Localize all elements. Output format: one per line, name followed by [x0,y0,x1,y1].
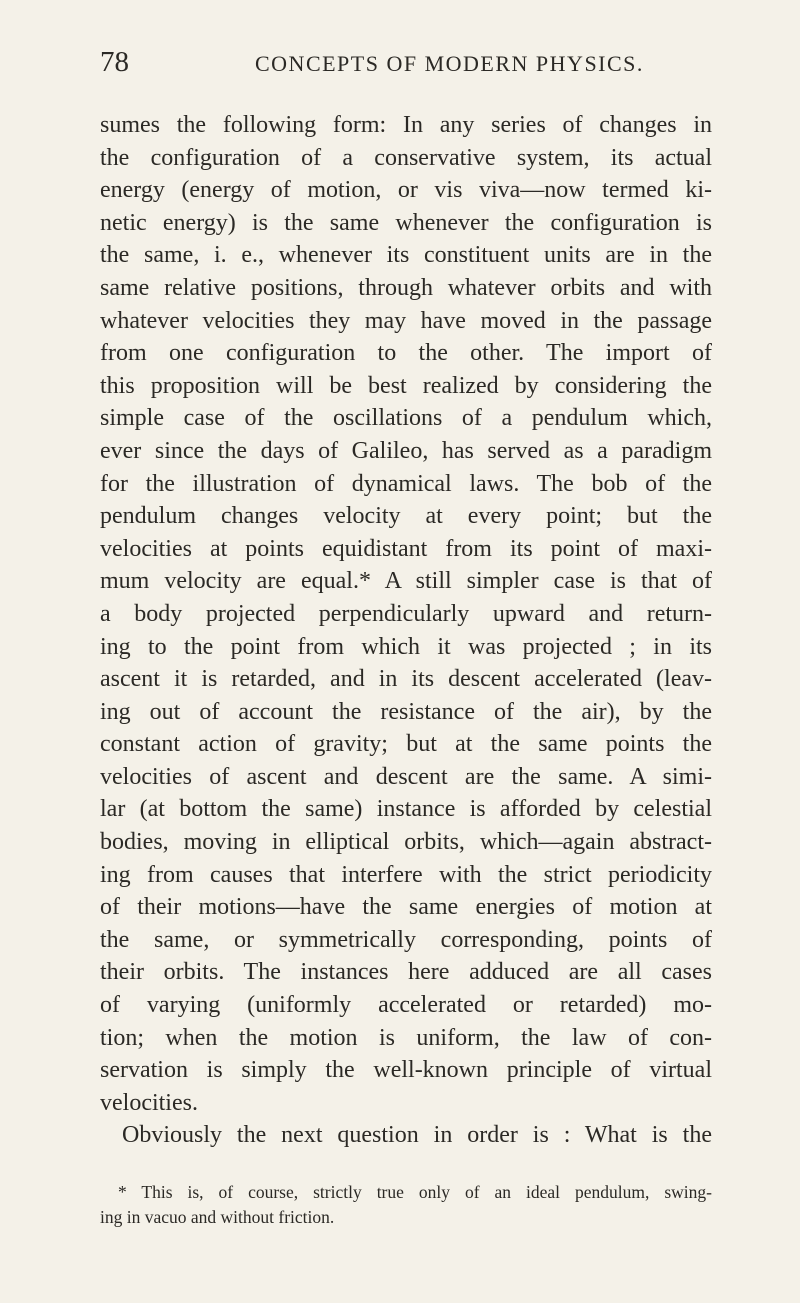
text-line: the configuration of a conservative system, its actual [100,144,712,171]
text-line: of their motions—have the same energies of motion at [100,894,712,921]
text-line: constant action of gravity; but at the same points the [100,731,712,758]
text-line: simple case of the oscillations of a pendulum which, [100,405,712,432]
paragraph-1 [100,109,712,1119]
text-line: this proposition will be best realized by considering the [100,372,712,399]
text-line: bodies, moving in elliptical orbits, which—again abstract- [100,829,712,856]
text-line: ing from causes that interfere with the strict periodicity [100,861,712,888]
text-line: energy (energy of motion, or vis viva—now termed ki- [100,177,712,204]
text-line: the same, or symmetrically corresponding, points of [100,926,712,953]
body-text [100,109,712,1152]
text-line: their orbits. The instances here adduced are all cases [100,959,712,986]
footnote [100,1180,712,1230]
footnote-line: * This is, of course, strictly true only of an ideal pendulum, swing- [118,1182,712,1202]
page-number: 78 [100,46,129,78]
text-line: the same, i. e., whenever its constituent units are in the [100,242,712,269]
running-head: CONCEPTS OF MODERN PHYSICS. [255,51,644,76]
page-header [100,46,720,86]
text-line: ing out of account the resistance of the air), by the [100,698,712,725]
text-line: for the illustration of dynamical laws. The bob of the [100,470,712,497]
text-line: servation is simply the well-known principle of virtual [100,1057,712,1084]
text-line: from one configuration to the other. The import of [100,340,712,367]
text-line: Obviously the next question in order is : What is the [122,1122,712,1149]
text-line: ing to the point from which it was projected ; in its [100,633,712,660]
text-line: sumes the following form: In any series of changes in [100,112,712,138]
text-line: tion; when the motion is uniform, the law of con- [100,1024,712,1051]
text-line: ever since the days of Galileo, has served as a paradigm [100,437,712,464]
text-line: lar (at bottom the same) instance is afforded by celestial [100,796,712,823]
text-line: whatever velocities they may have moved in the passage [100,307,712,334]
paragraph-2 [100,1119,712,1152]
text-line: velocities at points equidistant from its point of maxi- [100,535,712,562]
text-line: pendulum changes velocity at every point; but the [100,503,712,530]
text-line: mum velocity are equal.* A still simpler case is that of [100,568,712,595]
footnote-line: ing in vacuo and without friction. [100,1207,335,1227]
text-line: velocities of ascent and descent are the same. A simi- [100,763,712,790]
text-line: of varying (uniformly accelerated or retarded) mo- [100,992,712,1019]
text-line: velocities. [100,1089,198,1116]
text-line: ascent it is retarded, and in its descent accelerated (leav- [100,666,712,693]
text-line: same relative positions, through whatever orbits and with [100,274,712,301]
text-line: a body projected perpendicularly upward and return- [100,600,712,627]
text-line: netic energy) is the same whenever the configuration is [100,209,712,236]
